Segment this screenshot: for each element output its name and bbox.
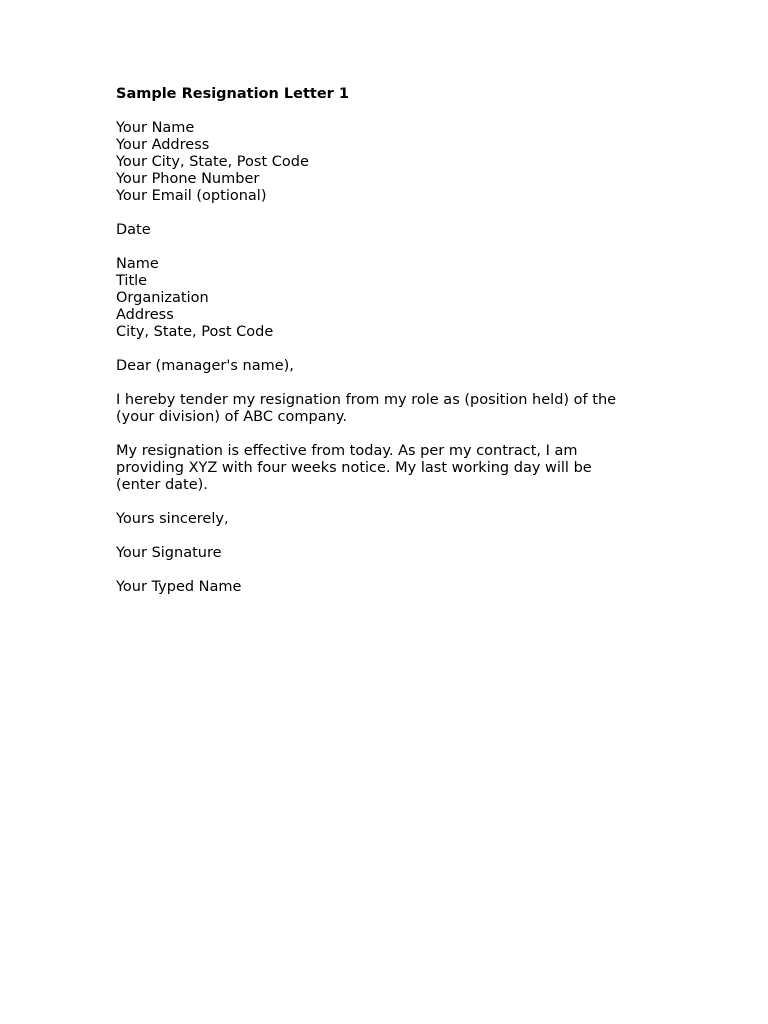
sender-address-block — [116, 120, 676, 205]
sender-address: Your Address — [116, 137, 210, 153]
salutation: Dear (manager's name), — [116, 358, 294, 374]
letter-date: Date — [116, 222, 151, 238]
resignation-letter — [116, 86, 676, 613]
letter-title: Sample Resignation Letter 1 — [116, 86, 349, 102]
body-paragraph-1-line-1: I hereby tender my resignation from my role as (position held) of the — [116, 392, 617, 408]
body-paragraph-1-line-2: (your division) of ABC company. — [116, 409, 347, 425]
sender-name: Your Name — [116, 120, 195, 136]
recipient-organization: Organization — [116, 290, 209, 306]
sender-city-state-postcode: Your City, State, Post Code — [116, 154, 309, 170]
body-paragraph-2-line-2: providing XYZ with four weeks notice. My last working day will be — [116, 460, 592, 476]
body-paragraph-2-line-1: My resignation is effective from today. As per my contract, I am — [116, 443, 578, 459]
signature: Your Signature — [116, 545, 222, 561]
body-paragraph-1 — [116, 392, 676, 426]
recipient-address: Address — [116, 307, 174, 323]
typed-name: Your Typed Name — [116, 579, 242, 595]
sender-phone: Your Phone Number — [116, 171, 260, 187]
body-paragraph-2 — [116, 443, 676, 494]
recipient-title: Title — [116, 273, 148, 289]
recipient-address-block — [116, 256, 676, 341]
recipient-city-state-postcode: City, State, Post Code — [116, 324, 274, 340]
sender-email: Your Email (optional) — [116, 188, 267, 204]
body-paragraph-2-line-3: (enter date). — [116, 477, 208, 493]
closing: Yours sincerely, — [116, 511, 229, 527]
recipient-name: Name — [116, 256, 159, 272]
